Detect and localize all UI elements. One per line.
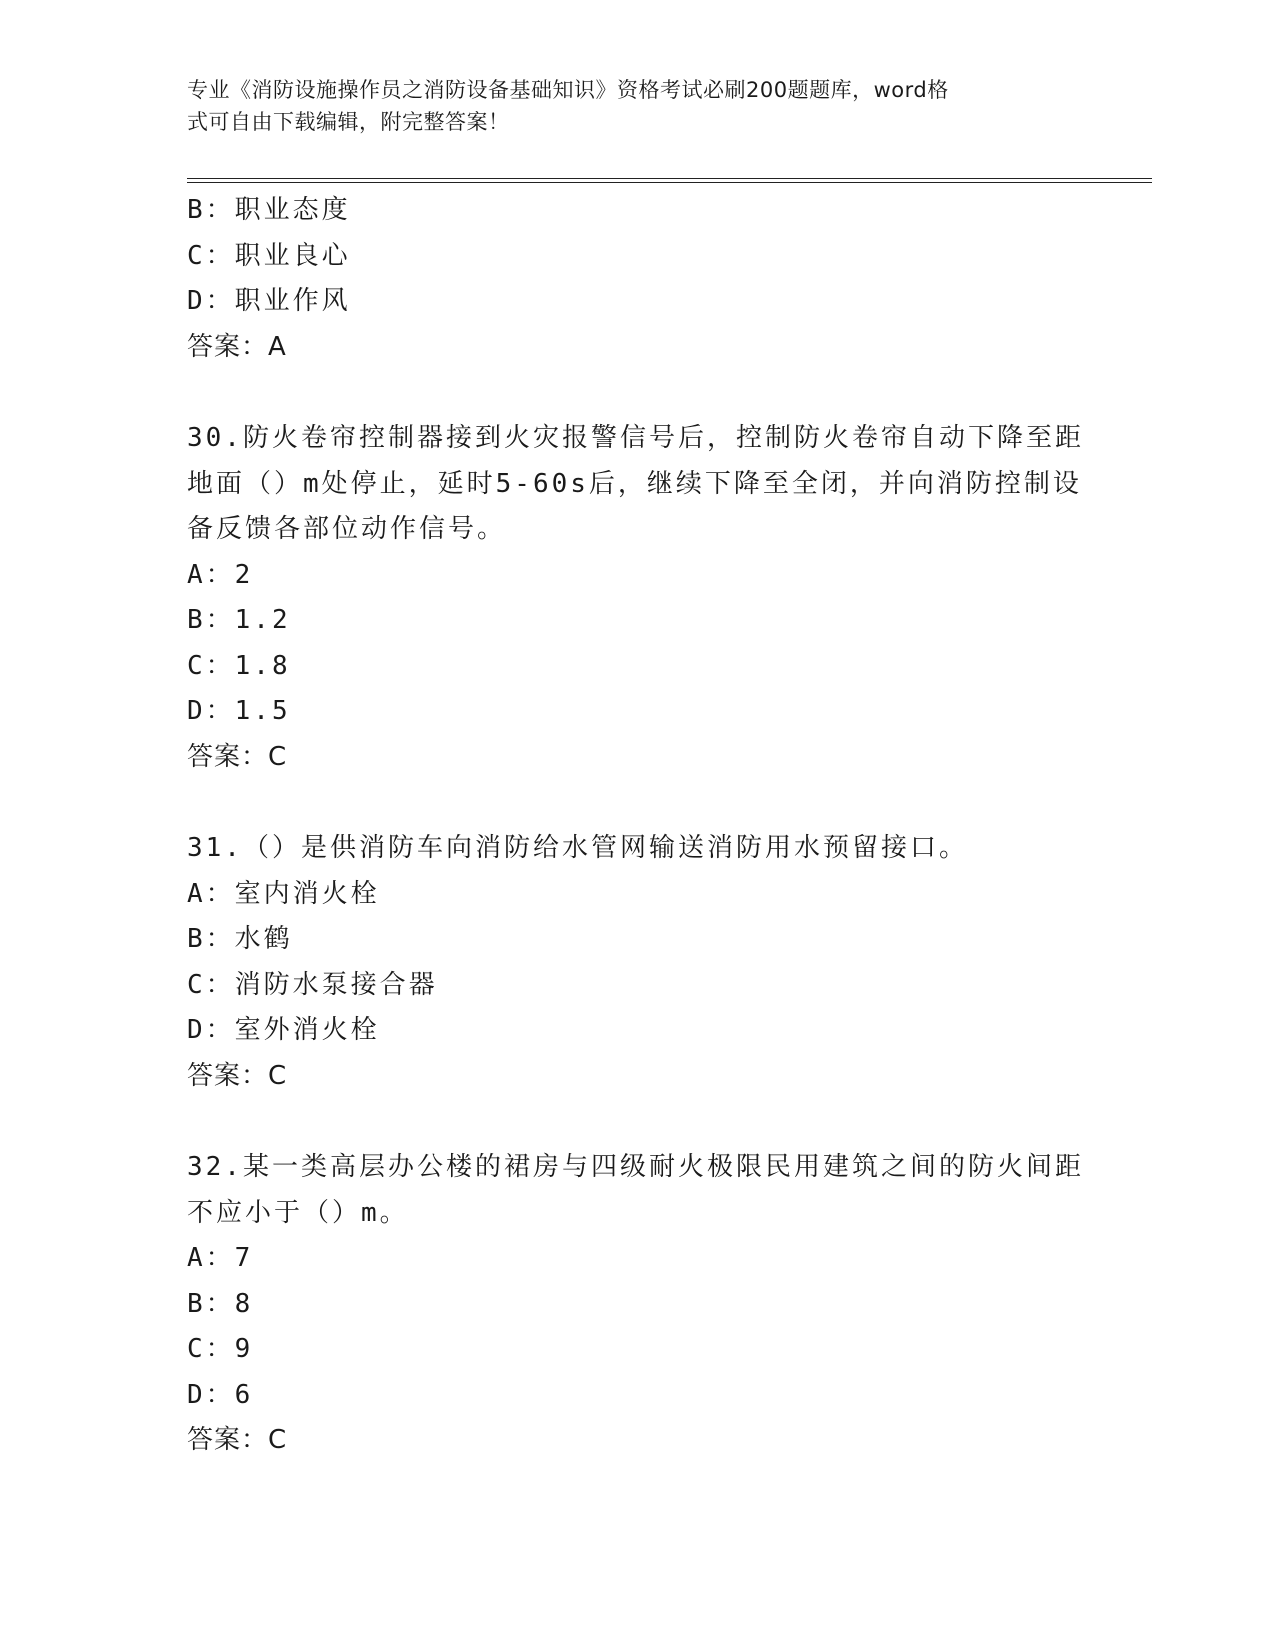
option-d: D：职业作风: [187, 286, 351, 316]
document-body: [187, 188, 1087, 1464]
option-d: D：6: [187, 1379, 254, 1410]
option-c: C：消防水泵接合器: [187, 969, 438, 1000]
answer-line: 答案：C: [187, 741, 288, 772]
option-b: B：8: [187, 1288, 254, 1319]
question-stem-line: 地面（）m处停止，延时5-60s后，继续下降至全闭，并向消防控制设: [187, 468, 1082, 499]
option-d: D：1.5: [187, 696, 291, 726]
previous-question-tail: [187, 188, 1087, 370]
question-30: [187, 416, 1087, 780]
header-line-2: 式可自由下载编辑，附完整答案！: [187, 110, 510, 134]
option-b: B：职业态度: [187, 195, 351, 225]
header-line-1: 专业《消防设施操作员之消防设备基础知识》资格考试必刷200题题库，word格: [187, 78, 949, 102]
question-32: [187, 1145, 1087, 1464]
answer-line: 答案：C: [187, 1060, 288, 1091]
option-a: A：室内消火栓: [187, 878, 380, 909]
question-31: [187, 826, 1087, 1099]
question-stem-line: 30.防火卷帘控制器接到火灾报警信号后，控制防火卷帘自动下降至距: [187, 423, 1084, 453]
answer-line: 答案：C: [187, 1425, 288, 1455]
option-d: D：室外消火栓: [187, 1015, 380, 1045]
option-b: B：水鹤: [187, 924, 293, 954]
option-b: B：1.2: [187, 605, 291, 635]
header-divider: [187, 178, 1152, 183]
option-a: A：7: [187, 1243, 254, 1273]
document-header: [187, 74, 1087, 138]
question-stem-line: 31.（）是供消防车向消防给水管网输送消防用水预留接口。: [187, 833, 968, 863]
option-c: C：职业良心: [187, 240, 351, 271]
option-c: C：1.8: [187, 650, 291, 681]
option-c: C：9: [187, 1334, 254, 1364]
question-stem-line: 不应小于（）m。: [187, 1197, 409, 1228]
question-stem-line: 32.某一类高层办公楼的裙房与四级耐火极限民用建筑之间的防火间距: [187, 1152, 1084, 1182]
question-stem-line: 备反馈各部位动作信号。: [187, 514, 507, 544]
option-a: A：2: [187, 559, 254, 590]
answer-line: 答案：A: [187, 331, 287, 362]
